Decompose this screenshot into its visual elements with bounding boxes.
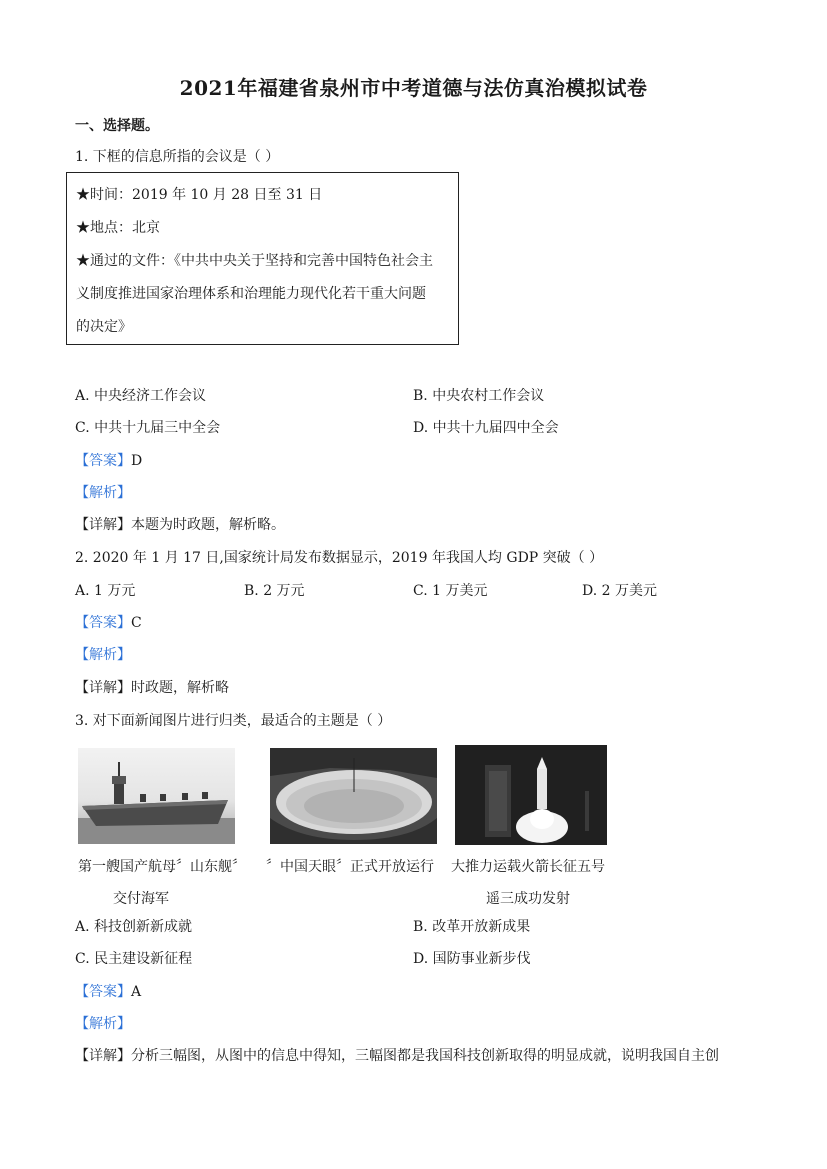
section-heading: 一、选择题。: [75, 118, 159, 134]
q3-detail: [75, 1046, 719, 1066]
aircraft-carrier-photo: [78, 748, 235, 844]
q1-info-box: [66, 172, 459, 345]
q3-answer: [75, 982, 141, 1002]
q2-option-a: A. 1 万元: [75, 583, 136, 599]
photo-3-caption-line: 遥三成功发射: [486, 891, 570, 907]
q1-answer: [75, 451, 142, 471]
q1-option-c: C. 中共十九届三中全会: [75, 420, 221, 436]
q1-box-line: 的决定》: [76, 319, 132, 335]
rocket-launch-photo: [455, 745, 607, 845]
q3-option-b: B. 改革开放新成果: [413, 919, 531, 935]
q1-detail: [75, 515, 285, 535]
q1-option-d: D. 中共十九届四中全会: [413, 420, 559, 436]
photo-1-caption-line: 第一艘国产航母〞山东舰〞: [78, 859, 246, 875]
answer-tag: 【答案】: [75, 984, 131, 1000]
answer-value: C: [131, 615, 142, 631]
detail-text: 时政题，解析略: [131, 680, 229, 696]
photo-3-caption-line: 大推力运载火箭长征五号: [451, 859, 605, 875]
q3-option-c: C. 民主建设新征程: [75, 951, 193, 967]
q1-option-a: A. 中央经济工作会议: [75, 388, 207, 404]
q3-stem: 3. 对下面新闻图片进行归类，最适合的主题是（ ）: [75, 713, 392, 729]
q1-analysis-tag: 【解析】: [75, 485, 131, 501]
q1-option-b: B. 中央农村工作会议: [413, 388, 545, 404]
q2-detail: [75, 678, 229, 698]
answer-value: A: [131, 984, 142, 1000]
q1-stem: 1. 下框的信息所指的会议是（ ）: [75, 149, 280, 165]
page-title: 2021年福建省泉州市中考道德与法仿真治模拟试卷: [179, 76, 648, 100]
answer-tag: 【答案】: [75, 615, 131, 631]
q2-option-c: C. 1 万美元: [413, 583, 488, 599]
q3-option-a: A. 科技创新新成就: [75, 919, 193, 935]
q1-box-line: ★通过的文件：《中共中央关于坚持和完善中国特色社会主: [76, 253, 433, 269]
answer-value: D: [131, 453, 143, 469]
q2-stem: 2. 2020 年 1 月 17 日,国家统计局发布数据显示，2019 年我国人均 GDP 突破（ ）: [75, 550, 604, 566]
q3-option-d: D. 国防事业新步伐: [413, 951, 531, 967]
detail-tag: 【详解】: [75, 1048, 131, 1064]
q1-box-line: 义制度推进国家治理体系和治理能力现代化若干重大问题: [76, 286, 426, 302]
q2-answer: [75, 613, 142, 633]
q2-option-d: D. 2 万美元: [582, 583, 657, 599]
detail-tag: 【详解】: [75, 517, 131, 533]
photo-1-caption-line: 交付海军: [113, 891, 169, 907]
photo-2-caption-line: 〞中国天眼〞正式开放运行: [266, 859, 434, 875]
q1-box-line: ★地点：北京: [76, 220, 160, 236]
q1-box-line: ★时间：2019 年 10 月 28 日至 31 日: [76, 187, 323, 203]
q2-analysis-tag: 【解析】: [75, 647, 131, 663]
fast-telescope-photo: [270, 748, 437, 844]
detail-tag: 【详解】: [75, 680, 131, 696]
detail-text: 分析三幅图，从图中的信息中得知，三幅图都是我国科技创新取得的明显成就，说明我国自主创: [131, 1048, 719, 1064]
detail-text: 本题为时政题，解析略。: [131, 517, 285, 533]
q3-analysis-tag: 【解析】: [75, 1016, 131, 1032]
answer-tag: 【答案】: [75, 453, 131, 469]
q2-option-b: B. 2 万元: [244, 583, 305, 599]
